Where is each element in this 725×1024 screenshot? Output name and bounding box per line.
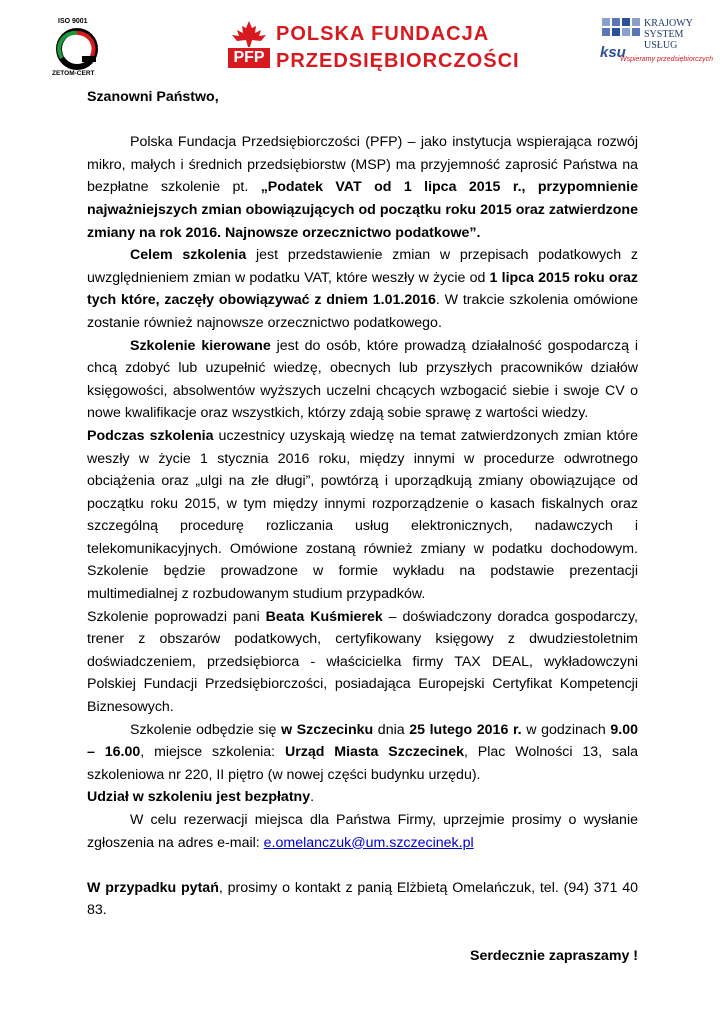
ksu-grid-icon xyxy=(602,18,642,44)
ksu-line3: USŁUG xyxy=(644,40,678,51)
maple-leaf-icon xyxy=(228,20,270,48)
paragraph-audience: Szkolenie kierowane jest do osób, które prowadzą działalność gospodarczą i chcą zdobyć lub uzupełnić wiedzę, obecnych lub przyszłych pracowników działów księgowości, absolwentów wyższych uczelni chcących wzbogacić siebie i swoje CV o nowe kwalifikacje oraz wszystkich, którzy zdają sobie sprawę z wartości wiedzy. xyxy=(87,337,638,422)
zetom-cert-icon xyxy=(56,28,98,70)
pfp-name-line2: PRZEDSIĘBIORCZOŚCI xyxy=(276,50,520,72)
letterhead xyxy=(0,0,725,90)
letter-body xyxy=(87,86,638,967)
paragraph-scope: Podczas szkolenia uczestnicy uzyskają wiedzę na temat zatwierdzonych zmian które weszły w życie 1 stycznia 2016 roku, między innymi w procedurze odwrotnego obciążenia oraz „ulgi na złe długi”, powtórzą i uporządkują zmiany obowiązujące od początku roku 2015, w tym między innymi rozporządzenie o kasach fiskalnych oraz szczególną procedurę rozliczania usług elektronicznych, nadawczych i telekomunikacyjnych. Omówione zostaną również zmiany w podatku dochodowym. Szkolenie będzie prowadzone w formie wykładu na podstawie prezentacji multimedialnej z rozbudowanym studium przypadków. xyxy=(87,427,639,603)
iso-9001-logo xyxy=(52,18,112,80)
email-link[interactable]: e.omelanczuk@um.szczecinek.pl xyxy=(263,834,474,851)
paragraph-goal: Celem szkolenia jest przedstawienie zmian w przepisach podatkowych z uwzględnieniem zmian w podatku VAT, które weszły w życie od 1 lipca 2015 roku oraz tych które, zaczęły obowiązywać z dniem 1.01.2016. W trakcie szkolenia omówione zostanie również najnowsze orzecznictwo podatkowego. xyxy=(87,247,639,331)
ksu-line1: KRAJOWY xyxy=(644,18,693,29)
paragraph-trainer: Szkolenie poprowadzi pani Beata Kuśmierek – doświadczony doradca gospodarczy, trener z obszarów podatkowych, certyfikowany księgowy z dwudziestoletnim doświadczeniem, przedsiębiorca - właścicielka firmy TAX DEAL, wykładowczyni Polskiej Fundacji Przedsiębiorczości, posiadająca Europejski Certyfikat Kompetencji Biznesowych. xyxy=(87,608,638,716)
ksu-abbr: ksu xyxy=(600,44,626,61)
closing: Serdecznie zapraszamy ! xyxy=(470,947,638,964)
iso-label: ISO 9001 xyxy=(58,18,88,25)
pfp-abbr: PFP xyxy=(228,48,270,68)
pfp-name-line1: POLSKA FUNDACJA xyxy=(276,23,490,45)
paragraph-contact: W przypadku pytań, prosimy o kontakt z panią Elżbietą Omelańczuk, tel. (94) 371 40 83. xyxy=(87,879,638,919)
paragraph-venue: Szkolenie odbędzie się w Szczecinku dnia 25 lutego 2016 r. w godzinach 9.00 – 16.00, miejsce szkolenia: Urząd Miasta Szczecinek, Plac Wolności 13, sala szkoleniowa nr 220, II piętro (w nowej części budynku urzędu). xyxy=(87,721,639,783)
paragraph-free: Udział w szkoleniu jest bezpłatny. xyxy=(87,789,315,806)
ksu-line2: SYSTEM xyxy=(644,29,684,40)
ksu-logo xyxy=(598,18,713,74)
zetom-label: ZETOM-CERT xyxy=(52,70,95,77)
ksu-name xyxy=(644,18,693,51)
salutation: Szanowni Państwo, xyxy=(87,89,219,105)
paragraph-registration: W celu rezerwacji miejsca dla Państwa Firmy, uprzejmie prosimy o wysłanie zgłoszenia na adres e-mail: e.omelanczuk@um.szczecinek.pl xyxy=(87,812,638,851)
paragraph-intro: Polska Fundacja Przedsiębiorczości (PFP) – jako instytucja wspierająca rozwój mikro, małych i średnich przedsiębiorstw (MSP) ma przyjemność zaprosić Państwa na bezpłatne szkolenie pt. „Podatek VAT od 1 lipca 2015 r., przypomnienie najważniejszych zmian obowiązujących od początku roku 2015 oraz zatwierdzone zmiany na rok 2016. Najnowsze orzecznictwo podatkowe”. xyxy=(87,134,639,241)
ksu-slogan: Wspieramy przedsiębiorczych xyxy=(620,56,713,63)
